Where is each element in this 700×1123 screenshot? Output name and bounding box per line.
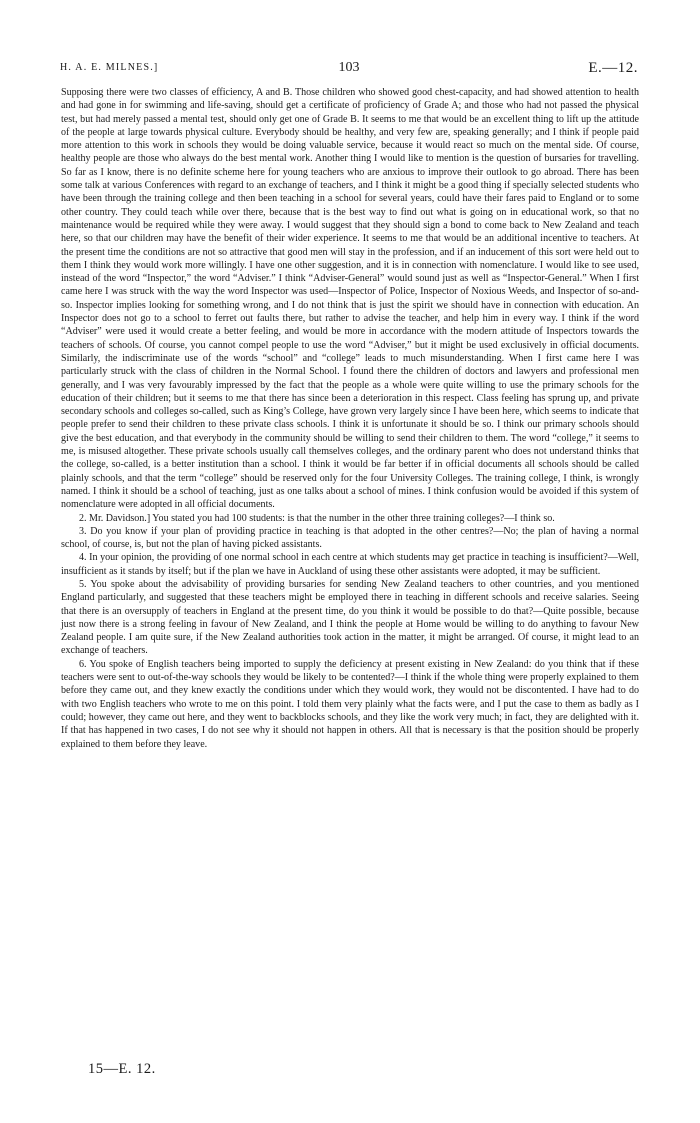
document-reference: E.—12. bbox=[588, 60, 638, 76]
paragraph-question-2: 2. Mr. Davidson.] You stated you had 100 students: is that the number in the other three training colleges?—I think so. bbox=[79, 512, 555, 524]
paragraph-question-4: 4. In your opinion, the providing of one normal school in each centre at which students may get practice in teaching is insufficient?—Well, insufficient as it stands by itself; but if the plan we have in Auckland of using these other assistants were adopted, it may be sufficient. bbox=[61, 552, 639, 577]
body-text bbox=[61, 86, 639, 751]
page-header bbox=[60, 60, 638, 80]
page-number: 103 bbox=[338, 60, 360, 75]
paragraph-question-3: 3. Do you know if your plan of providing practice in teaching is that adopted in the other centres?—No; the plan of having a normal school, of course, is, but not the plan of having picked assistants. bbox=[61, 525, 639, 551]
paragraph-statement: Supposing there were two classes of efficiency, A and B. Those children who showed good chest-capacity, and had showed attention to health and had gone in for swimming and life-saving, should get a certificate of proficiency of Grade A; and those who had not passed the physical test, but had merely passed a mental test, should only get one of Grade B. It seems to me that would be an excellent thing to lift up the attitude of the people at large towards physical culture. Everybody should be healthy, and very few are, speaking generally; and I think if people paid more attention to this work in schools they would be doing valuable service, because it would react so much on the mental side. Of course, healthy people are those who always do the best mental work. Another thing I would like to mention is the question of bursaries for travelling. So far as I know, there is no definite scheme here for young teachers who are anxious to improve their outlook to go abroad. There has been some talk at various Conferences with regard to an exchange of teachers, and I think it might be a good thing if specially selected students who have been through the training college and then been teaching in a school for several years, could have their fares paid to England or to some other country. They could teach while over there, because that is the best way to find out what is going on in educational work, so that no maintenance would be required while they were away. I would suggest that they should sign a bond to come back to New Zealand and teach here, so that our children may have the benefit of their wider experience. It seems to me that would be an additional incentive to teachers. At the present time the conditions are not so attractive that good men will stay in the profession, and if an inducement of this sort were held out to them I think they would work more willingly. I have one other suggestion, and it is in connection with nomenclature. I would like to see used, instead of the word “Inspector,” the word “Adviser.” I think “Adviser-General” would sound just as well as “Inspector-General.” When I first came here I was struck with the way the word Inspector was used—Inspector of Police, Inspector of Noxious Weeds, and Inspector of so-and-so. Inspector implies looking for something wrong, and I do not think that is just the spirit we should have in connection with education. An Inspector does not go to a school to ferret out faults there, but rather to advise the teacher, and help him in every way. I think if the word “Adviser” were used it would create a better feeling, and would be more in accordance with the modern attitude of Inspectors towards the teachers of schools. Of course, you cannot compel people to use the word “Adviser,” but it might be used exclusively in official documents. Similarly, the indiscriminate use of the words “school” and “college” leads to much misunderstanding. When I first came here I was particularly struck with the class of children in the Normal School. I found there the children of doctors and lawyers and professional men generally, and I was very favourably impressed by the fact that the people as a whole were quite willing to use the primary schools for the education of their children; but it seems to me that there has since been a deterioration in this respect. Class feeling has sprung up, and private secondary schools and colleges so-called, such as King’s College, have grown very largely since I have been here, which seems to indicate that people prefer to send their children to these private class schools. I think it is unfortunate it should be so. I think our primary schools should give the best education, and that everybody in the community should be willing to send their children to them. The word “college,” it seems to me, is misused altogether. These private schools usually call themselves colleges, and the ordinary parent who does not understand thinks that the college, so-called, is a better institution than a school. I think it would be far better if in official documents all schools should be called plainly schools, and that the term “college” should be reserved only for the four University Colleges. The training college, I think, is wrongly named. I think it should be a school of teaching, just as one talks about a school of mines. I think confusion would be avoided if this system of nomenclature were adopted in all official documents. bbox=[61, 87, 639, 511]
witness-name: H. A. E. MILNES.] bbox=[60, 62, 159, 73]
paragraph-question-5: 5. You spoke about the advisability of providing bursaries for sending New Zealand teachers to other countries, and you mentioned England particularly, and suggested that these teachers might be employed there in teaching in different schools and receive salaries. Seeing that there is an oversupply of teachers in England at the present time, do you think it would be possible to do that?—Quite possible, because just now there is a strong feeling in favour of New Zealand, and I think the people at Home would be willing to do anything to favour New Zealand people. I am quite sure, if the New Zealand authorities took action in the matter, it might be arranged. Of course, it might lead to an exchange of teachers. bbox=[61, 578, 639, 657]
paragraph-question-6: 6. You spoke of English teachers being imported to supply the deficiency at present existing in New Zealand: do you think that if these teachers were sent to out-of-the-way schools they would be likely to be contented?—I think if the whole thing were properly explained to them before they came out, and they knew exactly the conditions under which they would work, they would not be discontented. I have had to do with two English teachers who wrote to me on this point. I told them very plainly what the facts were, and I put the case to them as badly as I could; however, they came out here, and they went to backblocks schools, and they like the work very much; in fact, they are delighted with it. If that has happened in two cases, I do not see why it should not happen in others. All that is necessary is that the position should be properly explained to them before they leave. bbox=[61, 658, 639, 750]
signature-mark: 15—E. 12. bbox=[88, 1061, 156, 1077]
